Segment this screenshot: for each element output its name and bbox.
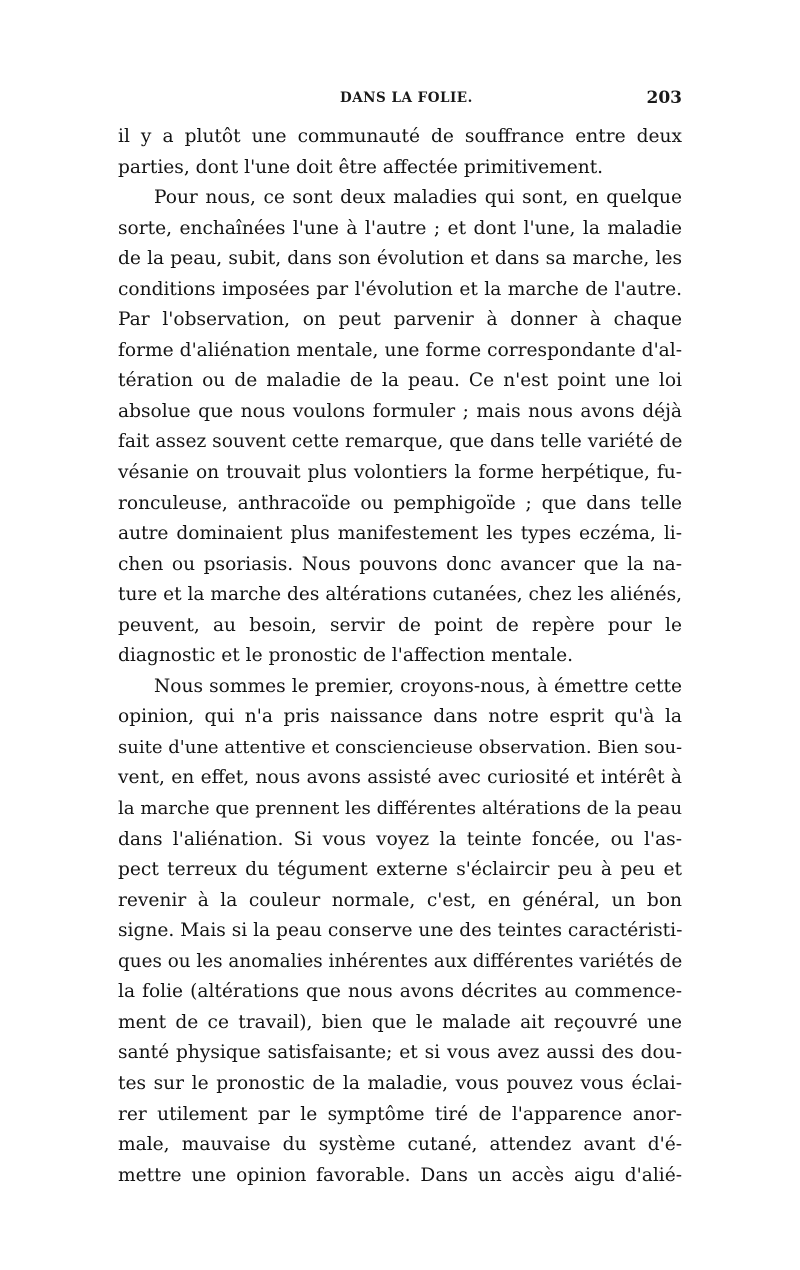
body-text [118, 122, 682, 1191]
text-line: dans l'aliénation. Si vous voyez la teinte foncée, ou l'as- [118, 828, 682, 850]
text-line: tes sur le pronostic de la maladie, vous pouvez vous éclai- [118, 1072, 682, 1094]
text-line: vent, en effet, nous avons assisté avec curiosité et intérêt à [118, 767, 682, 789]
text-line: il y a plutôt une communauté de souffrance entre deux [118, 126, 682, 147]
text-line: autre dominaient plus manifestement les types eczéma, li- [118, 523, 682, 545]
text-line: ronculeuse, anthracoïde ou pemphigoïde ; que dans telle [118, 492, 682, 514]
text-line: fait assez souvent cette remarque, que dans telle variété de [118, 431, 683, 453]
text-line: signe. Mais si la peau conserve une des teintes caractéristi- [118, 920, 683, 942]
text-line: peuvent, au besoin, servir de point de repère pour le [118, 614, 682, 636]
text-line: Par l'observation, on peut parvenir à donner à chaque [118, 309, 682, 331]
text-line: male, mauvaise du système cutané, attendez avant d'é- [118, 1134, 682, 1156]
text-line: absolue que nous voulons formuler ; mais nous avons déjà [118, 400, 682, 422]
text-line: de la peau, subit, dans son évolution et dans sa marche, les [118, 248, 682, 270]
text-line: la folie (altérations que nous avons décrites au commence- [118, 981, 682, 1003]
text-line: conditions imposées par l'évolution et la marche de l'autre. [118, 278, 682, 300]
text-line: mettre une opinion favorable. Dans un accès aigu d'alié- [118, 1164, 682, 1186]
text-line: la marche que prennent les différentes altérations de la peau [118, 798, 682, 820]
text-line: ment de ce travail), bien que le malade ait reçouvré une [118, 1011, 682, 1033]
text-line: parties, dont l'une doit être affectée primitivement. [118, 156, 604, 178]
text-line: opinion, qui n'a pris naissance dans notre esprit qu'à la [118, 706, 682, 728]
text-line: revenir à la couleur normale, c'est, en général, un bon [118, 889, 682, 911]
text-line: ques ou les anomalies inhérentes aux différentes variétés de [118, 950, 683, 972]
text-line: tération ou de maladie de la peau. Ce n'est point une loi [118, 370, 682, 392]
text-line: sorte, enchaînées l'une à l'autre ; et dont l'une, la maladie [118, 217, 682, 239]
text-line: pect terreux du tégument externe s'éclaircir peu à peu et [118, 859, 682, 881]
page-number: 203 [646, 88, 682, 108]
text-line: vésanie on trouvait plus volontiers la forme herpétique, fu- [118, 462, 682, 484]
text-line: diagnostic et le pronostic de l'affection mentale. [118, 645, 574, 667]
text-line: Pour nous, ce sont deux maladies qui sont, en quelque [154, 187, 682, 209]
page-header [118, 88, 682, 116]
text-line: chen ou psoriasis. Nous pouvons donc avancer que la na- [118, 553, 682, 575]
text-line: forme d'aliénation mentale, une forme correspondante d'al- [118, 339, 682, 361]
text-line: ture et la marche des altérations cutanées, chez les aliénés, [118, 584, 682, 606]
text-line: suite d'une attentive et consciencieuse observation. Bien sou- [118, 736, 683, 758]
text-line: rer utilement par le symptôme tiré de l'apparence anor- [118, 1103, 682, 1125]
text-line: Nous sommes le premier, croyons-nous, à émettre cette [154, 675, 682, 697]
running-title: DANS LA FOLIE. [340, 90, 473, 106]
text-line: santé physique satisfaisante; et si vous avez aussi des dou- [118, 1042, 682, 1064]
